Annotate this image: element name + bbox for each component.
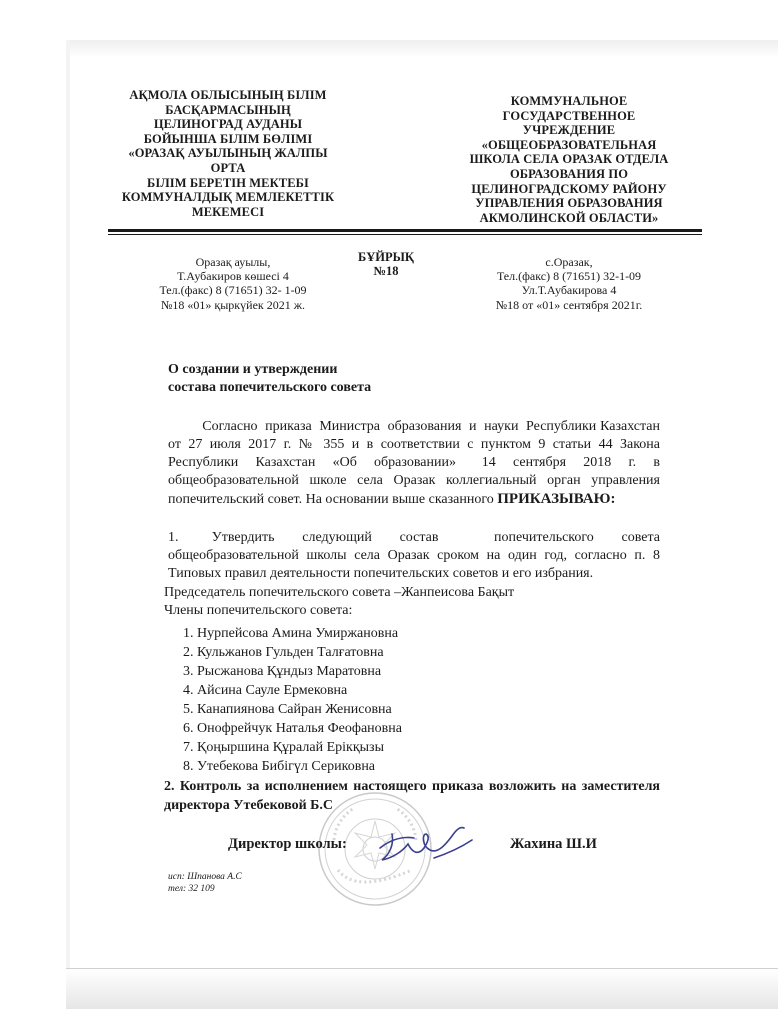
header-left-line: МЕКЕМЕСІ <box>191 204 265 219</box>
list-item: 6. Онофрейчук Наталья Феофановна <box>183 721 402 736</box>
title-line: О создании и утверждении <box>168 362 338 377</box>
header-left-line: ОРТА <box>210 160 246 175</box>
title-line: состава попечительского совета <box>168 379 372 395</box>
header-right-line: «ОБЩЕОБРАЗОВАТЕЛЬНАЯ <box>481 137 657 152</box>
header-right-line: УПРАВЛЕНИЯ ОБРАЗОВАНИЯ <box>475 196 663 211</box>
signature-name: Жахина Ш.И <box>510 836 597 852</box>
header-divider-thin <box>108 234 702 235</box>
scan-edge-top <box>70 40 778 58</box>
executor-phone: тел: 32 109 <box>168 884 215 894</box>
header-left-line: АҚМОЛА ОБЛЫСЫНЫҢ БІЛІМ <box>129 88 327 102</box>
list-item: 2. Кульжанов Гульден Талғатовна <box>183 645 384 660</box>
list-item: 4. Айсина Сауле Ермековна <box>183 683 348 698</box>
executor-info <box>168 871 242 895</box>
order-keyword: ПРИКАЗЫВАЮ: <box>497 491 616 507</box>
scan-edge-left <box>66 40 70 970</box>
list-item: 7. Қоңыршина Құралай Ерікқызы <box>183 740 384 755</box>
members-list <box>183 624 402 776</box>
order-item-1: 1. Утвердить следующий состав попечительского совета общеобразовательной школы села Оразак сроком на один год, согласно п. 8 Типовых правил деятельности попечительских советов и его избрания. <box>168 530 664 582</box>
address-kazakh <box>144 255 322 312</box>
address-right-line: Тел.(факс) 8 (71651) 32-1-09 <box>496 269 642 284</box>
list-item: 8. Утебекова Бибігүл Сериковна <box>183 759 376 774</box>
address-left-line: Оразақ ауылы, <box>195 255 271 269</box>
members-heading: Члены попечительского совета: <box>164 603 353 618</box>
header-left-line: КОММУНАЛДЫҚ МЕМЛЕКЕТТІК <box>121 190 335 205</box>
header-left-line: БІЛІМ БЕРЕТІН МЕКТЕБІ <box>147 175 309 190</box>
chairman-line: Председатель попечительского совета –Жанпеисова Бақыт <box>164 585 515 600</box>
header-right-line: ОБРАЗОВАНИЯ ПО <box>509 166 629 181</box>
header-divider-thick <box>108 229 702 232</box>
order-no: №18 <box>373 264 399 278</box>
order-item-2: 2. Контроль за исполнением настоящего приказа возложить на заместителя директора Утебековой Б.С <box>164 779 660 813</box>
preamble-paragraph <box>168 418 667 509</box>
address-russian <box>480 255 658 312</box>
scan-edge-bottom <box>66 968 778 1009</box>
list-item: 1. Нурпейсова Амина Умиржановна <box>183 626 399 641</box>
order-number <box>352 250 420 278</box>
order-title <box>168 361 371 396</box>
address-left-line: Тел.(факс) 8 (71651) 32- 1-09 <box>159 283 307 298</box>
header-russian <box>462 94 676 225</box>
header-right-line: ШКОЛА СЕЛА ОРАЗАК ОТДЕЛА <box>469 152 669 167</box>
header-left-line: БАСҚАРМАСЫНЫҢ <box>165 102 291 117</box>
header-kazakh <box>112 88 344 219</box>
signature-label: Директор школы: <box>228 836 347 852</box>
address-right-line: №18 от «01» сентября 2021г. <box>495 297 643 312</box>
address-left-line: №18 «01» қыркүйек 2021 ж. <box>160 297 306 312</box>
executor-name: исп: Шпанова А.С <box>168 872 242 882</box>
address-right-line: с.Оразак, <box>545 255 593 269</box>
preamble-text: Согласно приказа Министра образования и науки Республики Казахстан от 27 июля 2017 г. № 355 и в соответствии с пунктом 9 статьи 44 Закона Республики Казахстан «Об образовании» 14 сентября 2018 г. в общеобразовательной школе села Оразак коллегиальный орган управления попечительский совет. На основании выше сказанного <box>168 419 667 507</box>
header-right-line: УЧРЕЖДЕНИЕ <box>522 123 616 138</box>
address-right-line: Ул.Т.Аубакирова 4 <box>521 283 617 298</box>
address-left-line: Т.Аубакиров көшесі 4 <box>177 269 289 284</box>
header-right-line: ЦЕЛИНОГРАДСКОМУ РАЙОНУ <box>471 181 667 196</box>
handwritten-signature-icon <box>372 818 482 870</box>
list-item: 3. Рысжанова Құндыз Маратовна <box>183 664 382 679</box>
header-right-line: ГОСУДАРСТВЕННОЕ <box>502 108 636 123</box>
header-left-line: БОЙЫНША БІЛІМ БӨЛІМІ <box>143 131 313 146</box>
order-label: БҰЙРЫҚ <box>358 250 414 264</box>
header-right-line: КОММУНАЛЬНОЕ <box>510 94 628 108</box>
list-item: 5. Канапиянова Сайран Женисовна <box>183 702 392 717</box>
header-right-line: АКМОЛИНСКОЙ ОБЛАСТИ» <box>479 210 659 225</box>
header-left-line: ЦЕЛИНОГРАД АУДАНЫ <box>153 117 303 132</box>
header-left-line: «ОРАЗАҚ АУЫЛЫНЫҢ ЖАЛПЫ <box>128 146 328 161</box>
